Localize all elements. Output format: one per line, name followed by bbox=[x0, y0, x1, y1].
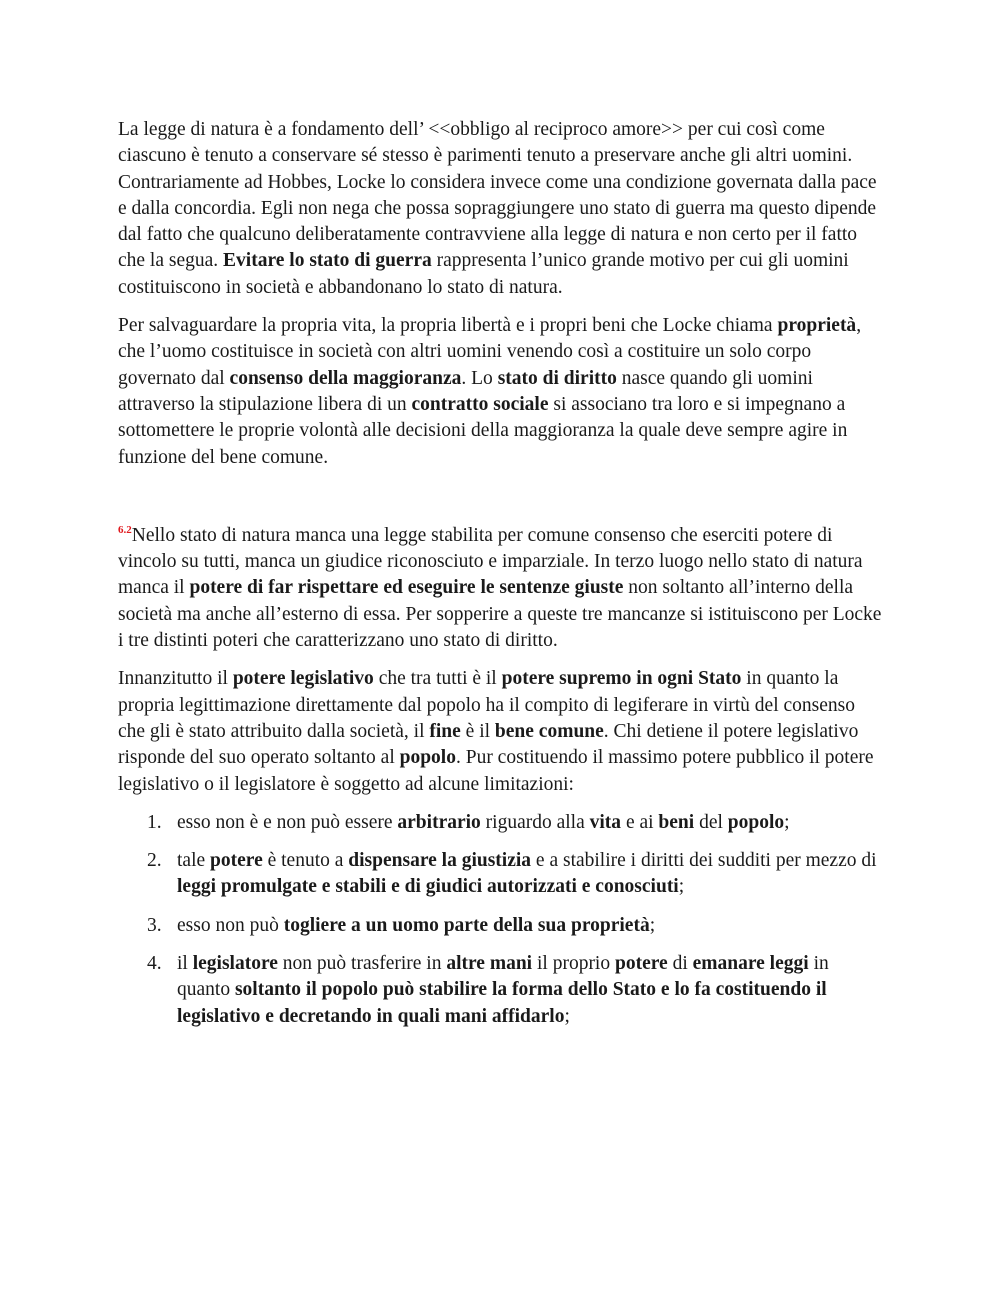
limitation-text-run: il bbox=[177, 953, 193, 975]
limitation-text-run: ; bbox=[678, 876, 685, 898]
paragraph-legislative-power-text-run: è il bbox=[460, 720, 495, 742]
paragraph-property-and-consent bbox=[118, 313, 884, 471]
paragraph-property-and-consent-text-run: , che l’uomo costituisce in società con altri uomini venendo così a costituire un solo corpo governato dal bbox=[118, 315, 862, 389]
paragraph-legislative-power-bold-run: popolo bbox=[399, 747, 456, 769]
limitation-bold-run: altre mani bbox=[446, 953, 533, 975]
paragraph-law-of-nature-text-run: La legge di natura è a fondamento dell’ <<obbligo al reciproco amore>> per cui così come ciascuno è tenuto a conservare sé stesso è parimenti tenuto a preservare anche gli altri uomini. Contrariamente ad Hobbes, Locke lo considera invece come una condizione governata dalla pace e dalla concordia. Egli non nega che possa sopraggiungere uno stato di guerra ma questo dipende dal fatto che qualcuno deliberatamente contravviene alla legge di natura e non certo per il fatto che la segua. bbox=[118, 119, 877, 272]
limitation-text-run: ; bbox=[784, 811, 790, 833]
paragraph-state-of-nature-text-text-run: Nello stato di natura manca una legge stabilita per comune consenso che eserciti potere di vincolo su tutti, manca un giudice riconosciuto e imparziale. In terzo luogo nello stato di natura manca il bbox=[118, 524, 863, 599]
paragraph-property-and-consent-text-run: . Lo bbox=[461, 367, 498, 389]
paragraph-property-and-consent-bold-run: contratto sociale bbox=[411, 393, 549, 415]
list-number: 2. bbox=[147, 850, 162, 872]
limitation-bold-run: legislatore bbox=[192, 953, 278, 975]
paragraph-legislative-power-text-run: che tra tutti è il bbox=[373, 668, 502, 690]
limitation-text-run: e ai bbox=[621, 811, 659, 833]
paragraph-legislative-power-bold-run: bene comune bbox=[494, 720, 604, 742]
limitation-item-4 bbox=[118, 951, 884, 1030]
limitation-text bbox=[177, 850, 877, 897]
paragraph-property-and-consent-text-run: nasce quando gli uomini attraverso la stipulazione libera di un bbox=[118, 367, 813, 415]
paragraph-property-and-consent-text-run: Per salvaguardare la propria vita, la propria libertà e i propri beni che Locke chiama bbox=[118, 315, 778, 337]
limitation-text bbox=[177, 915, 655, 936]
footnote-reference[interactable]: 6.2 bbox=[118, 523, 132, 536]
paragraph-state-of-nature-lacks bbox=[118, 523, 884, 654]
paragraph-state-of-nature-text-text-run: non soltanto all’interno della società ma anche all’esterno di essa. Per sopperire a queste tre mancanze si istituiscono per Locke i tre distinti poteri che caratterizzano uno stato di diritto. bbox=[118, 577, 882, 652]
limitation-bold-run: soltanto il popolo può stabilire la forma dello Stato e lo fa costituendo il legislativo e decretando in quali mani affidarlo bbox=[177, 979, 827, 1027]
limitation-text bbox=[177, 953, 829, 1027]
limitation-bold-run: potere bbox=[210, 850, 263, 872]
limitation-text-run: esso non può bbox=[177, 914, 284, 936]
limitation-bold-run: dispensare la giustizia bbox=[348, 850, 532, 872]
paragraph-legislative-power-text-run: in quanto la propria legittimazione direttamente dal popolo ha il compito di legiferare in virtù del consenso che gli è stato attribuito dalla società, il bbox=[118, 668, 855, 742]
limitation-text-run: di bbox=[667, 953, 693, 975]
limitation-text bbox=[177, 812, 790, 833]
paragraph-legislative-power-text-run: . Chi detiene il potere legislativo risponde del suo operato soltanto al bbox=[118, 720, 859, 769]
list-number: 4. bbox=[147, 953, 162, 975]
limitation-item-2 bbox=[118, 848, 884, 901]
limitation-item-1 bbox=[118, 810, 884, 836]
limitation-text-run: e a stabilire i diritti dei sudditi per mezzo di bbox=[531, 850, 877, 872]
paragraph-law-of-nature bbox=[118, 117, 884, 301]
limitation-bold-run: vita bbox=[589, 811, 622, 833]
paragraph-property-and-consent-text-run: si associano tra loro e si impegnano a sottomettere le proprie volontà alle decisioni della maggioranza la quale deve sempre agire in funzione del bene comune. bbox=[118, 393, 848, 468]
limitation-bold-run: leggi promulgate e stabili e di giudici autorizzati e conosciuti bbox=[177, 876, 679, 898]
paragraph-spacer bbox=[118, 483, 884, 523]
limitation-text-run: ; bbox=[649, 914, 656, 936]
list-number: 1. bbox=[147, 811, 162, 833]
paragraph-legislative-power-bold-run: potere supremo in ogni Stato bbox=[501, 668, 742, 690]
limitations-list bbox=[118, 810, 884, 1030]
paragraph-law-of-nature-text-run: rappresenta l’unico grande motivo per cui gli uomini costituiscono in società e abbandonano lo stato di natura. bbox=[118, 250, 849, 298]
limitation-text-run: ; bbox=[564, 1005, 570, 1027]
paragraph-legislative-power bbox=[118, 666, 884, 797]
limitation-text-run: esso non è e non può essere bbox=[177, 811, 398, 833]
paragraph-legislative-power-bold-run: potere legislativo bbox=[232, 668, 374, 690]
paragraph-legislative-power-text-run: Innanzitutto il bbox=[118, 668, 233, 690]
paragraph-state-of-nature-text-bold-run: potere di far rispettare ed eseguire le sentenze giuste bbox=[189, 577, 624, 599]
document-page bbox=[118, 117, 884, 1042]
paragraph-legislative-power-text-run: . Pur costituendo il massimo potere pubblico il potere legislativo o il legislatore è soggetto ad alcune limitazioni: bbox=[118, 747, 874, 795]
paragraph-property-and-consent-bold-run: consenso della maggioranza bbox=[229, 367, 462, 389]
limitation-bold-run: popolo bbox=[727, 811, 785, 833]
limitation-item-3 bbox=[118, 913, 884, 939]
paragraph-legislative-power-bold-run: fine bbox=[429, 720, 461, 742]
limitation-bold-run: togliere a un uomo parte della sua proprietà bbox=[283, 914, 650, 936]
limitation-text-run: del bbox=[694, 811, 728, 833]
paragraph-law-of-nature-bold-run: Evitare lo stato di guerra bbox=[223, 250, 432, 272]
limitation-bold-run: arbitrario bbox=[397, 811, 481, 833]
list-number: 3. bbox=[147, 914, 162, 936]
limitation-text-run: in quanto bbox=[177, 953, 829, 1001]
limitation-bold-run: emanare leggi bbox=[692, 953, 809, 975]
limitation-text-run: il proprio bbox=[532, 953, 615, 975]
limitation-text-run: è tenuto a bbox=[262, 850, 349, 872]
paragraph-property-and-consent-bold-run: proprietà bbox=[777, 315, 857, 337]
limitation-bold-run: potere bbox=[614, 953, 668, 975]
paragraph-property-and-consent-bold-run: stato di diritto bbox=[497, 367, 617, 389]
limitation-text-run: tale bbox=[177, 850, 211, 872]
limitation-bold-run: beni bbox=[658, 811, 695, 833]
limitation-text-run: non può trasferire in bbox=[277, 953, 447, 975]
paragraph-state-of-nature-text bbox=[118, 525, 881, 651]
limitation-text-run: riguardo alla bbox=[480, 811, 590, 833]
